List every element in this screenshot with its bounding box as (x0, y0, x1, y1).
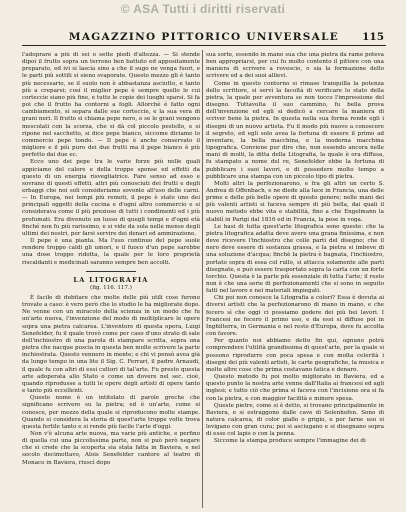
section-title: LA LITOGRAFIA (73, 275, 149, 284)
paragraph: Per quanto noi abbiamo detto fin qui, ognuno potrà comprendere l'utilità grandissima di quest'arte, per la quale si possono riprodurre con poca spesa e con molta celerità i disegni dei più valenti artisti, le carte geografiche, la musica e molte altre cose che prima costavano fatica e denaro. (206, 338, 384, 373)
running-header (22, 31, 386, 46)
section-divider (86, 271, 136, 272)
paragraph: Le basi di tutta quest'arte litografica sono queste: che la pietra litografica adatta deve avere una grana finissima, e non deve ricevere l'inchiostro che colle parti del disegno; che il nero deve essere di sostanza grassa, e la pietra si imbeve di una soluzione d'acqua; finchè la pietra è bagnata, l'inchiostro, portato sopra di essa col rullo, si attacca solamente alle parti disegnate, e può essere trasportato sopra la carta con un forte torchio. Questa è la parte più essenziale di tutta l'arte; il resto non è che una serie di perfezionamenti che si sono in seguito fatti nel lavoro e nei materiali impiegati. (206, 223, 384, 295)
paragraph: Non v'è alcuna arte nuova, ma varie più antiche, e perfino di quella cui una piccolissima parte, non si può però negare che si crede che la scoperta sia stata fatta in Baviera, e nel secolo decimottavo, Alois Senefelder cantore al teatro di Monaco in Baviera, riuscì dopo (22, 430, 200, 466)
column-divider (202, 50, 203, 508)
left-column (22, 52, 200, 507)
paragraph: È facile di dubitare che molte delle più utili cose furono trovate a caso: è vero però che lo studio le ha migliorate dopo. Ne venne con un miracolo della scienza in un modo che fu un'arte nuova, l'invenzione del modo di moltiplicare le opere sopra una pietra calcarea. L'inventore di questa opera, Luigi Senefelder, fu il quale trovò come per caso d'uno strato di sale dell'inchiostro di una parola di stampare scritta, sopra una pietra che nacque poscia in questa ben molte scrivere la parte inchiostrata. Questo vennero in mente; e chi vi pensò avea già da lungo tempo in una lite il Sig. C. Ferrari, il padre Arnaudi, il quale fu con altri di essi cultori di tal'arte. Fu presto questa arte adoperata allo Stato e come un dovere nel sec. cioè, quando riprodusse a tutti le opere degli artisti di opere tanto e tanto più eccellenti. (22, 295, 200, 395)
paragraph: Siccome la stampa produce sempre l'immagine dei di (214, 438, 366, 445)
right-column (206, 52, 384, 507)
journal-title: MAGAZZINO PITTORICO UNIVERSALE (68, 31, 340, 43)
figure-reference: (fig. 116. 117.) (90, 284, 132, 291)
paragraph: Molti altri la perfezionarono, e fra gli altri un certo S. Andrea di Offenbach, e ne diede alla luce in Francia, una delle prime e delle più belle opere di questo genere; nelle mani dei più valenti artisti si faceva sempre di più bella, dai quali il nuovo metodo ebbe vita e stabilità, fino a che Engelmann la stabilì in Parigi dal 1816 ed in Francia, la pose in voga. (206, 180, 384, 223)
paragraph: l'adoprare a più di sei o sette piedi d'altezza. — Si stende dipoi il frutto sopra un terreno ben battuto ed appositamente preparato, ed ivi si lascia sino a che il sugo ne venga fuori, e le parti più sottili si sieno svaporate. Questo mezzo gli è tanto più necessario, se il suolo non è abbastanza asciutto, e tanto più a creparsi; cosí il miglior pepe è sempre quello le cui corteccie siano più fine, e tutte le copie dei luoghi sparsi. Si fa poi che il frutto ha contorni a fogli. Allorchè è fatto ogni cambiamento, si separa dalle sue corteccie, e la sua vera di grani neri. Il frutto si chiama pepe nero, e se le grani vengono mescolati con la scorza, che si dà col piccolo pestello, e si ripone nel sacchetto, si dice pepe bianco, siccome diciamo lo commercio pepe tondo. — Il pepe è anche conservato il migliore e il più puro dei due frutti ma il pepe bianco è più perfetto dai due ec. (22, 52, 200, 159)
page-number: 115 (362, 31, 384, 43)
paragraph: Il pepe è una pianta. Ma l'uso continuo del pepe suole rendere troppo caldi gli umori, e il fuoco d'un pepe sarebbe una dose troppo ridotta, la quale per le loro proprietà riscaldanti e medicinali saranno sempre ben accolti. (22, 238, 200, 266)
paragraph: Come in questo contorno si rimase tranquilla la potenza dello scrittore, si servì la facoltà di verificare lo stato della pietra, la quale per avventura se non tocco l'impressione del disegno. Tuttavolta il suo cammino, fu bella prova dell'invenzione ed egli si dedicò a cercare la maniera di scriver bene la pietra. In questa nella sua forma rende egli i disegni di un nuovo artista. Fu il modo più nuovo a conoscere il segreto, ed egli solo avea la fortuna di essere il primo ad inventare, la bella macchina, e la moderna macchina tipografica. Conviene pur dire che, non essendo ancora nelle mani di molti, la ditta della Litografia, la quale è ora diffusa, fu stampato a nome del re, Senefelder ebbe la fortuna di pubblicare i suoi lavori, e di possedere molto tempo a pubblicare una stampa con un piccolo tipo di pietra. (206, 80, 384, 180)
copyright-watermark: © ASA Tutti i diritti riservati (120, 2, 286, 16)
paragraph: Questo nome è un intitolato di parole greche che significano scrivere su la pietra; ed è un'arte, come si conosce, per mezzo della quale si riproducono molte stampe. Quando si considera la storia di quest'arte troppe volte trova questa fertile tanto e si rende più facile l'arte d'oggi. (22, 395, 200, 430)
paragraph: sua sorte, essendo in mano sua che una pietra da rame poteva ben appropriarsi, per cui fu molto contento il pittore con una maniera di scrivere a rovescio, o sia la formazione dello scrivere ed a dei suoi allievi. (206, 52, 384, 80)
paragraph: Questo metodo fu poi molto migliorato in Baviera, ed a questo punto la nostra arte venne dall'Italia ai francesi ed agli inglesi; e tutto ciò che prima si faceva con l'incisione ora si fa con la pietra, e con maggior facilità e minore spesa. (206, 374, 384, 402)
paragraph: Queste pietre, come si è detto, si trovano principalmente in Baviera, e si estraggono dalle cave di Solenhofen. Sono di natura calcarea, di color giallo o grigio, e per farne uso si levigano con gran cura; poi si asciugano e si disegnano sopra di esse col lapis o con la penna. (206, 402, 384, 438)
paragraph: Ecco uno dei pepe tra le varie forze più nelle quali appiciamo del calore e della troppe sponse ed effetti da questo di un energia risvegliatrice. Fare senso ad esso e sovrano di questi effetti, altri più conosciuti dei frutti e degli erbaggi che noi soli consideriamo sovente all'uso delle carni. — In Europa, nei tempi più remoti, il pepe è stato uno dei principali oggetti della cucina e d'ogni altro commercio e si considerava come il più prezioso di tutti i condimenti ed i più profumati. Era divenuto un lusso di quegli tempi e d'ogni età finché non fu più rarissimo, e si vide da sola nelle mense degli ultimi dei nostri, per farsi servire dei denari ed ammirazione. (22, 159, 200, 237)
paragraph: Chi poi non conosce la Litografia a colori? Essa è dovuta ai diversi artisti che la perfezionarono di mano in mano, e che fecero sì che oggi ci possiamo godere dei più bei lavori. I Francesi ne fecero il primo uso, e da essi si diffuse poi in Inghilterra, in Germania e nel resto d'Europa, dove fu accolta con favore. (206, 295, 384, 338)
